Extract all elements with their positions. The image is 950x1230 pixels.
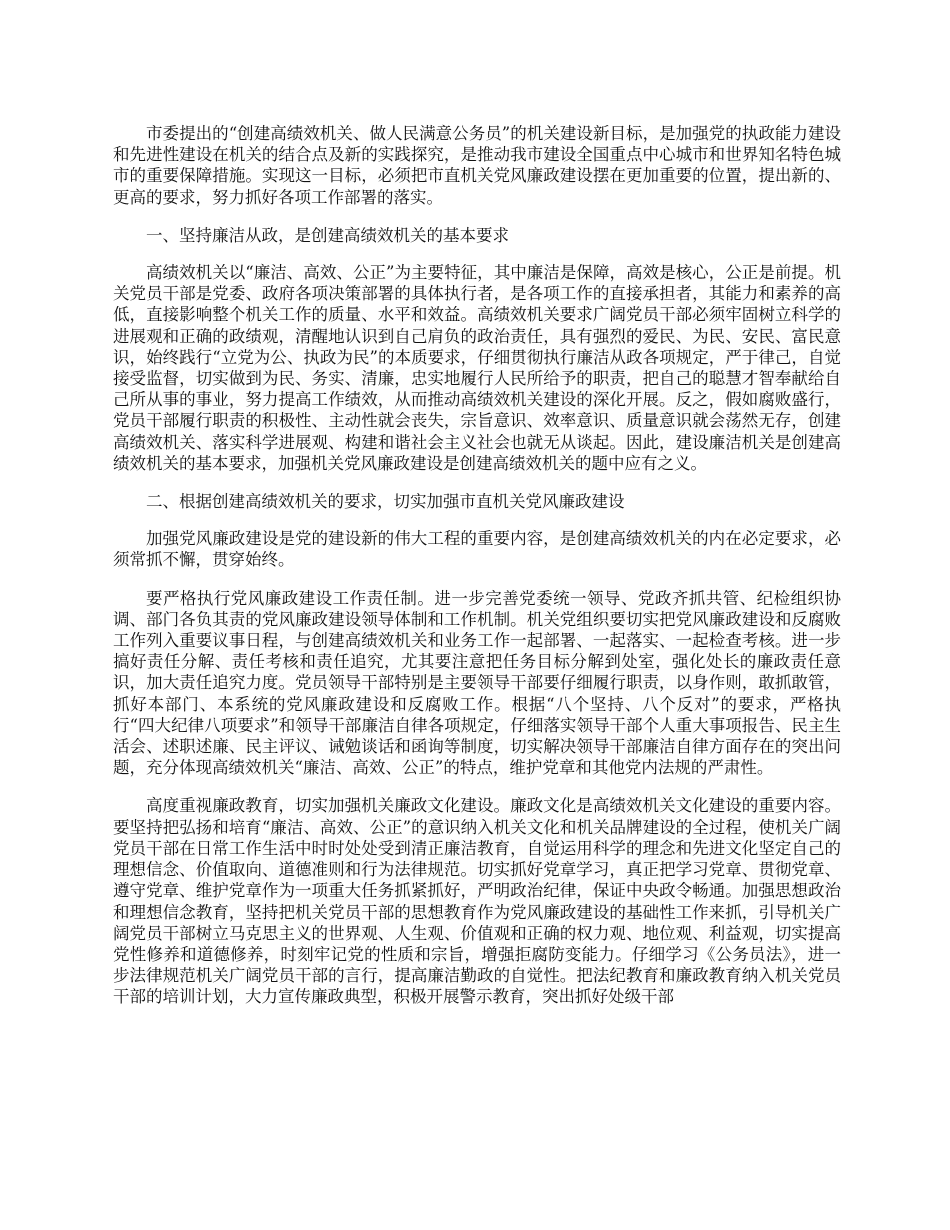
section-heading-2: 二、根据创建高绩效机关的要求，切实加强市直机关党风廉政建设 [146,492,625,512]
section-2-paragraph-3: 高度重视廉政教育，切实加强机关廉政文化建设。廉政文化是高绩效机关文化建设的重要内容。要坚持把弘扬和培育“廉洁、高效、公正”的意识纳入机关文化和机关品牌建设的全过程，使机关广阔党员干部在日常工作生活中时时处处受到清正廉洁教育，自觉运用科学的理念和先进文化坚定自己的理想信念、价值取向、道德准则和行为法律规范。切实抓好党章学习，真正把学习党章、贯彻党章、遵守党章、维护党章作为一项重大任务抓紧抓好，严明政治纪律，保证中央政令畅通。加强思想政治和理想信念教育，坚持把机关党员干部的思想教育作为党风廉政建设的基础性工作来抓，引导机关广阔党员干部树立马克思主义的世界观、人生观、价值观和正确的权力观、地位观、利益观，切实提高党性修养和道德修养，时刻牢记党的性质和宗旨，增强拒腐防变能力。仔细学习《公务员法》，进一步法律规范机关广阔党员干部的言行，提高廉洁勤政的自觉性。把法纪教育和廉政教育纳入机关党员干部的培训计划，大力宣传廉政典型，积极开展警示教育，突出抓好处级干部 [113,796,841,1007]
section-heading-1: 一、坚持廉洁从政，是创建高绩效机关的基本要求 [146,225,509,245]
section-2-paragraph-2: 要严格执行党风廉政建设工作责任制。进一步完善党委统一领导、党政齐抓共管、纪检组织协调、部门各负其责的党风廉政建设领导体制和工作机制。机关党组织要切实把党风廉政建设和反腐败工作列入重要议事日程，与创建高绩效机关和业务工作一起部署、一起落实、一起检查考核。进一步搞好责任分解、责任考核和责任追究，尤其要注意把任务目标分解到处室，强化处长的廉政责任意识，加大责任追究力度。党员领导干部特别是主要领导干部要仔细履行职责，以身作则，敢抓敢管，抓好本部门、本系统的党风廉政建设和反腐败工作。根据“八个坚持、八个反对”的要求，严格执行“四大纪律八项要求”和领导干部廉洁自律各项规定，仔细落实领导干部个人重大事项报告、民主生活会、述职述廉、民主评议、诫勉谈话和函询等制度，切实解决领导干部廉洁自律方面存在的突出问题，充分体现高绩效机关“廉洁、高效、公正”的特点，维护党章和其他党内法规的严肃性。 [113,588,841,778]
document-page [113,123,841,1025]
section-2-paragraph-1: 加强党风廉政建设是党的建设新的伟大工程的重要内容，是创建高绩效机关的内在必定要求，必须常抓不懈，贯穿始终。 [113,529,841,570]
section-1-paragraph: 高绩效机关以“廉洁、高效、公正”为主要特征，其中廉洁是保障，高效是核心，公正是前提。机关党员干部是党委、政府各项决策部署的具体执行者，是各项工作的直接承担者，其能力和素养的高低，直接影响整个机关工作的质量、水平和效益。高绩效机关要求广阔党员干部必须牢固树立科学的进展观和正确的政绩观，清醒地认识到自己肩负的政治责任，具有强烈的爱民、为民、安民、富民意识，始终践行“立党为公、执政为民”的本质要求，仔细贯彻执行廉洁从政各项规定，严于律己，自觉接受监督，切实做到为民、务实、清廉，忠实地履行人民所给予的职责，把自己的聪慧才智奉献给自己所从事的事业，努力提高工作绩效，从而推动高绩效机关建设的深化开展。反之，假如腐败盛行，党员干部履行职责的积极性、主动性就会丧失，宗旨意识、效率意识、质量意识就会荡然无存，创建高绩效机关、落实科学进展观、构建和谐社会主义社会也就无从谈起。因此，建设廉洁机关是创建高绩效机关的基本要求，加强机关党风廉政建设是创建高绩效机关的题中应有之义。 [113,263,841,473]
intro-paragraph: 市委提出的“创建高绩效机关、做人民满意公务员”的机关建设新目标，是加强党的执政能力建设和先进性建设在机关的结合点及新的实践探究，是推动我市建设全国重点中心城市和世界知名特色城市的重要保障措施。实现这一目标，必须把市直机关党风廉政建设摆在更加重要的位置，提出新的、更高的要求，努力抓好各项工作部署的落实。 [113,124,841,207]
